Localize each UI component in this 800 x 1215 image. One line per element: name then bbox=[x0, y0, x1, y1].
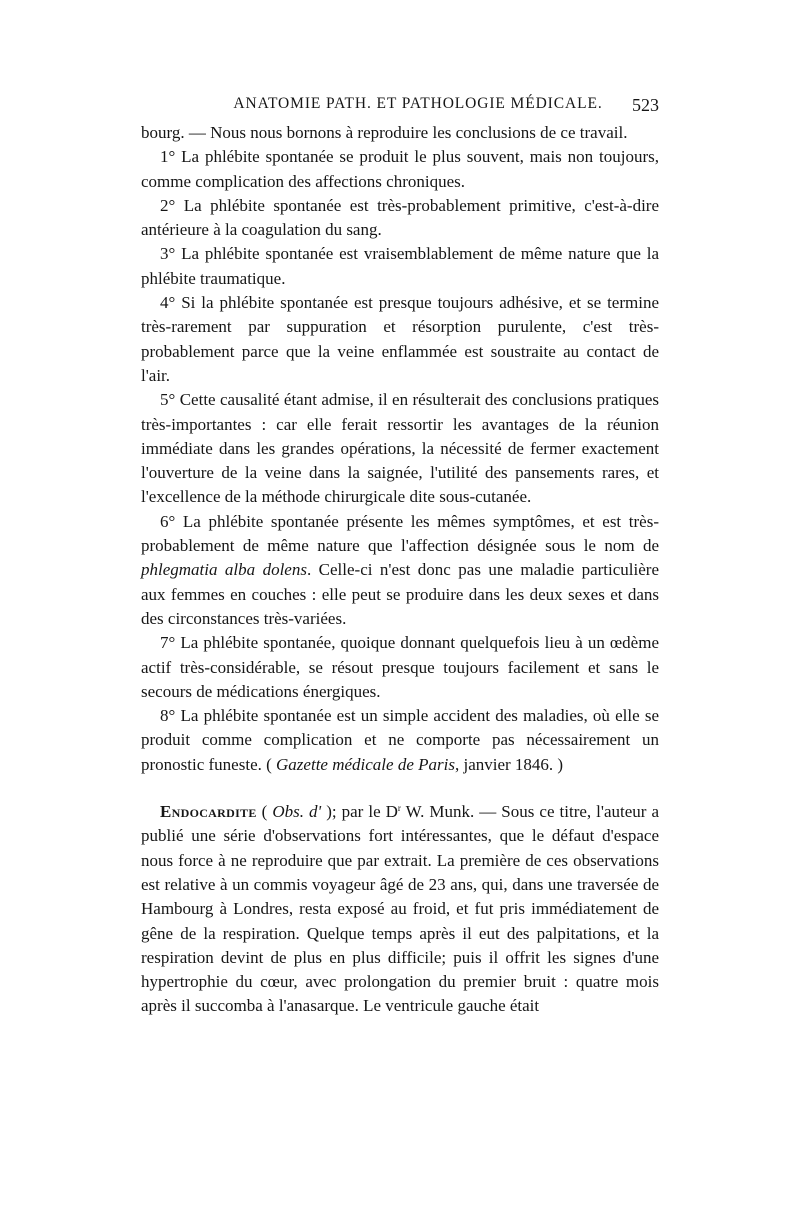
endocardite-text: W. Munk. — Sous ce titre, l'auteur a publié une série d'observations fort intéressantes, que le défaut d'espace nous force à ne reproduire que par extrait. La première de ces observations est relative à un commis voyageur âgé de 23 ans, qui, dans une traversée de Hambourg à Londres, resta exposé au froid, et fut pris immédiatement de gêne de la respiration. Quelque temps après il eut des palpitations, et la respiration devint de plus en plus difficile; puis il offrit les signes d'une hypertrophie du cœur, avec prolongation du premier bruit : quatre mois après il succomba à l'anasarque. Le ventricule gauche était bbox=[141, 802, 660, 1016]
conclusion-1: 1° La phlébite spontanée se produit le plus souvent, mais non toujours, comme complication des affections chroniques. bbox=[141, 147, 659, 191]
conclusion-4: 4° Si la phlébite spontanée est presque toujours adhésive, et se termine très-rarement par suppuration et résorption purulente, c'est très-probablement parce que la veine enflammée est soustraite au contact de l'air. bbox=[141, 293, 659, 385]
body-text bbox=[141, 121, 659, 1019]
running-header bbox=[141, 95, 659, 121]
conclusion-5: 5° Cette causalité étant admise, il en résulterait des conclusions pratiques très-importantes : car elle ferait ressortir les avantages de la réunion immédiate dans les grandes opérations, la nécessité de fermer exactement l'ouverture de la veine dans la saignée, l'utilité des pansements rares, et l'excellence de la méthode chirurgicale dite sous-cutanée. bbox=[141, 390, 659, 507]
section-spacer bbox=[141, 777, 659, 800]
conclusion-2: 2° La phlébite spontanée est très-probablement primitive, c'est-à-dire antérieure à la coagulation du sang. bbox=[141, 195, 659, 240]
running-title: ANATOMIE PATH. ET PATHOLOGIE MÉDICALE. bbox=[233, 95, 603, 112]
obs-reference: Obs. d' bbox=[272, 802, 322, 822]
conclusion-8-text: 8° La phlébite spontanée est un simple accident des maladies, où elle se produit comme complication et ne comporte pas nécessairement un pronostic funeste. ( bbox=[141, 706, 659, 774]
paragraph-continuation: bourg. — Nous nous bornons à reproduire les conclusions de ce travail. bbox=[141, 123, 628, 142]
conclusion-6-italic: phlegmatia alba dolens bbox=[141, 560, 307, 580]
conclusion-6 bbox=[141, 510, 659, 631]
obs-close: ); par le D bbox=[321, 802, 398, 822]
endocardite-paragraph bbox=[141, 800, 659, 1019]
conclusion-6-rest: . Celle-ci n'est donc pas une maladie particulière aux femmes en couches : elle peut se produire dans les deux sexes et dans des circonstances très-variées. bbox=[141, 560, 659, 628]
conclusion-8-rest: , janvier 1846. ) bbox=[454, 754, 564, 774]
doctor-superscript: r bbox=[397, 803, 401, 814]
conclusion-8-italic: Gazette médicale de Paris bbox=[276, 754, 455, 774]
book-page bbox=[141, 95, 659, 1019]
conclusion-6-text: 6° La phlébite spontanée présente les mêmes symptômes, et est très-probablement de même nature que l'affection désignée sous le nom de bbox=[141, 511, 659, 556]
obs-open: ( bbox=[256, 802, 273, 822]
conclusion-3: 3° La phlébite spontanée est vraisemblablement de même nature que la phlébite traumatique. bbox=[141, 244, 659, 288]
conclusion-8 bbox=[141, 704, 659, 777]
section-heading-endocardite: Endocardite bbox=[160, 802, 257, 822]
page-number: 523 bbox=[632, 95, 659, 115]
conclusion-7: 7° La phlébite spontanée, quoique donnant quelquefois lieu à un œdème actif très-considérable, se résout presque toujours facilement et sans le secours de médications énergiques. bbox=[141, 633, 659, 701]
